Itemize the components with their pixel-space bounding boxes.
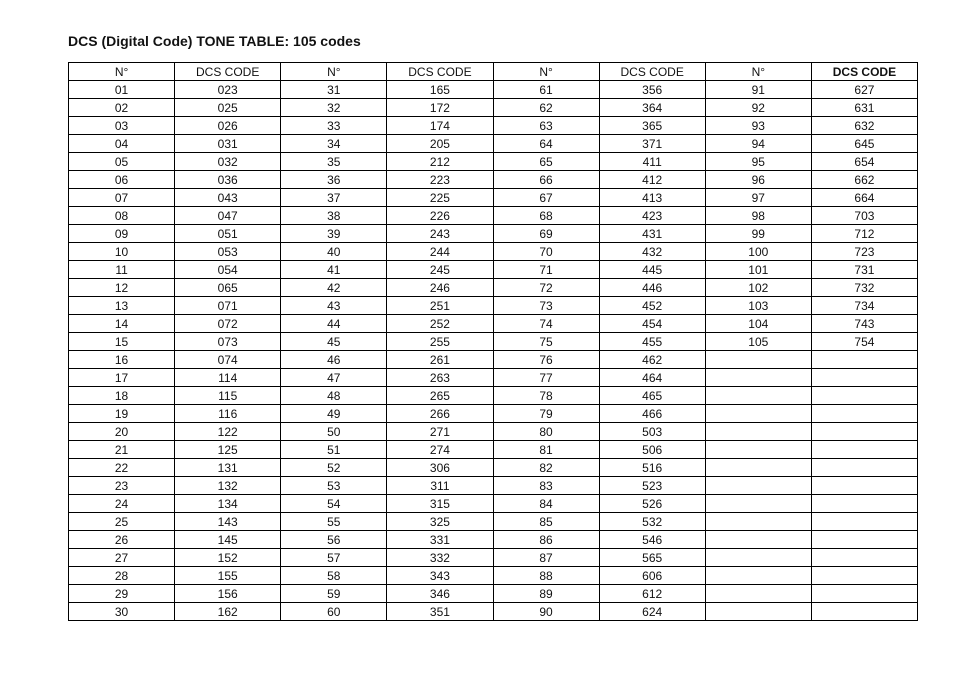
cell-dcs-code: 051 <box>175 225 281 243</box>
cell-number <box>705 405 811 423</box>
table-row <box>69 189 918 207</box>
table-row <box>69 279 918 297</box>
cell-number: 54 <box>281 495 387 513</box>
cell-dcs-code: 723 <box>811 243 917 261</box>
cell-number: 33 <box>281 117 387 135</box>
cell-dcs-code: 645 <box>811 135 917 153</box>
cell-number: 39 <box>281 225 387 243</box>
cell-number: 91 <box>705 81 811 99</box>
cell-dcs-code: 332 <box>387 549 493 567</box>
cell-number <box>705 603 811 621</box>
cell-number: 90 <box>493 603 599 621</box>
cell-dcs-code: 452 <box>599 297 705 315</box>
cell-number: 79 <box>493 405 599 423</box>
cell-dcs-code: 156 <box>175 585 281 603</box>
cell-dcs-code <box>811 567 917 585</box>
cell-dcs-code: 243 <box>387 225 493 243</box>
cell-number: 41 <box>281 261 387 279</box>
table-header <box>69 63 918 81</box>
cell-number <box>705 513 811 531</box>
cell-dcs-code: 132 <box>175 477 281 495</box>
cell-dcs-code: 114 <box>175 369 281 387</box>
table-row <box>69 495 918 513</box>
table-row <box>69 297 918 315</box>
cell-dcs-code: 431 <box>599 225 705 243</box>
cell-number: 38 <box>281 207 387 225</box>
cell-dcs-code: 565 <box>599 549 705 567</box>
dcs-tone-table <box>68 62 918 621</box>
cell-number <box>705 531 811 549</box>
cell-dcs-code: 413 <box>599 189 705 207</box>
cell-number: 15 <box>69 333 175 351</box>
cell-number: 08 <box>69 207 175 225</box>
cell-number: 25 <box>69 513 175 531</box>
cell-dcs-code <box>811 477 917 495</box>
cell-dcs-code: 271 <box>387 423 493 441</box>
table-row <box>69 603 918 621</box>
cell-number: 105 <box>705 333 811 351</box>
cell-number: 82 <box>493 459 599 477</box>
cell-number: 10 <box>69 243 175 261</box>
cell-number: 18 <box>69 387 175 405</box>
cell-dcs-code: 466 <box>599 405 705 423</box>
cell-number: 19 <box>69 405 175 423</box>
cell-number: 75 <box>493 333 599 351</box>
cell-dcs-code: 662 <box>811 171 917 189</box>
cell-number: 44 <box>281 315 387 333</box>
cell-dcs-code: 734 <box>811 297 917 315</box>
cell-dcs-code: 423 <box>599 207 705 225</box>
column-header-dcs-code: DCS CODE <box>387 63 493 81</box>
cell-number: 45 <box>281 333 387 351</box>
cell-number: 67 <box>493 189 599 207</box>
cell-dcs-code: 212 <box>387 153 493 171</box>
cell-number: 06 <box>69 171 175 189</box>
cell-number: 52 <box>281 459 387 477</box>
cell-dcs-code: 266 <box>387 405 493 423</box>
cell-dcs-code: 226 <box>387 207 493 225</box>
cell-number: 55 <box>281 513 387 531</box>
cell-dcs-code: 371 <box>599 135 705 153</box>
cell-dcs-code: 223 <box>387 171 493 189</box>
cell-dcs-code: 165 <box>387 81 493 99</box>
cell-dcs-code <box>811 405 917 423</box>
cell-dcs-code <box>811 603 917 621</box>
cell-number: 56 <box>281 531 387 549</box>
cell-dcs-code: 624 <box>599 603 705 621</box>
cell-dcs-code: 325 <box>387 513 493 531</box>
cell-number: 97 <box>705 189 811 207</box>
cell-dcs-code: 454 <box>599 315 705 333</box>
cell-number: 05 <box>69 153 175 171</box>
cell-dcs-code: 251 <box>387 297 493 315</box>
cell-number: 03 <box>69 117 175 135</box>
table-row <box>69 135 918 153</box>
cell-dcs-code: 445 <box>599 261 705 279</box>
cell-number: 74 <box>493 315 599 333</box>
cell-number: 11 <box>69 261 175 279</box>
cell-number: 68 <box>493 207 599 225</box>
cell-number: 24 <box>69 495 175 513</box>
table-row <box>69 81 918 99</box>
cell-number: 51 <box>281 441 387 459</box>
cell-dcs-code: 252 <box>387 315 493 333</box>
cell-dcs-code: 261 <box>387 351 493 369</box>
table-body <box>69 81 918 621</box>
cell-dcs-code: 364 <box>599 99 705 117</box>
cell-dcs-code: 122 <box>175 423 281 441</box>
cell-number: 29 <box>69 585 175 603</box>
cell-number: 81 <box>493 441 599 459</box>
cell-dcs-code <box>811 549 917 567</box>
cell-number: 76 <box>493 351 599 369</box>
cell-dcs-code: 351 <box>387 603 493 621</box>
table-row <box>69 405 918 423</box>
cell-number: 04 <box>69 135 175 153</box>
cell-dcs-code: 246 <box>387 279 493 297</box>
table-row <box>69 441 918 459</box>
cell-dcs-code <box>811 585 917 603</box>
cell-dcs-code <box>811 513 917 531</box>
cell-number: 30 <box>69 603 175 621</box>
cell-number: 96 <box>705 171 811 189</box>
cell-number: 100 <box>705 243 811 261</box>
cell-number: 28 <box>69 567 175 585</box>
cell-number: 09 <box>69 225 175 243</box>
page-title: DCS (Digital Code) TONE TABLE: 105 codes <box>68 33 361 49</box>
cell-number: 37 <box>281 189 387 207</box>
cell-number: 94 <box>705 135 811 153</box>
cell-dcs-code: 031 <box>175 135 281 153</box>
cell-number: 16 <box>69 351 175 369</box>
cell-dcs-code: 732 <box>811 279 917 297</box>
cell-dcs-code: 023 <box>175 81 281 99</box>
cell-dcs-code: 526 <box>599 495 705 513</box>
cell-number: 59 <box>281 585 387 603</box>
cell-dcs-code: 315 <box>387 495 493 513</box>
cell-number: 17 <box>69 369 175 387</box>
cell-dcs-code: 462 <box>599 351 705 369</box>
cell-dcs-code: 065 <box>175 279 281 297</box>
cell-number: 46 <box>281 351 387 369</box>
cell-number: 63 <box>493 117 599 135</box>
cell-dcs-code: 047 <box>175 207 281 225</box>
cell-number: 43 <box>281 297 387 315</box>
cell-number: 42 <box>281 279 387 297</box>
cell-dcs-code: 053 <box>175 243 281 261</box>
cell-number: 99 <box>705 225 811 243</box>
cell-dcs-code: 356 <box>599 81 705 99</box>
cell-dcs-code: 465 <box>599 387 705 405</box>
cell-number <box>705 387 811 405</box>
cell-dcs-code: 503 <box>599 423 705 441</box>
cell-dcs-code <box>811 441 917 459</box>
cell-number: 36 <box>281 171 387 189</box>
cell-number: 86 <box>493 531 599 549</box>
cell-number: 34 <box>281 135 387 153</box>
cell-number: 12 <box>69 279 175 297</box>
cell-dcs-code: 632 <box>811 117 917 135</box>
table-row <box>69 225 918 243</box>
cell-dcs-code: 523 <box>599 477 705 495</box>
table-row <box>69 459 918 477</box>
table-row <box>69 531 918 549</box>
cell-number: 103 <box>705 297 811 315</box>
cell-dcs-code: 032 <box>175 153 281 171</box>
cell-number <box>705 369 811 387</box>
cell-dcs-code: 072 <box>175 315 281 333</box>
cell-dcs-code: 516 <box>599 459 705 477</box>
cell-number: 01 <box>69 81 175 99</box>
table-row <box>69 153 918 171</box>
cell-dcs-code: 506 <box>599 441 705 459</box>
cell-dcs-code: 244 <box>387 243 493 261</box>
cell-dcs-code: 143 <box>175 513 281 531</box>
cell-number: 88 <box>493 567 599 585</box>
cell-number: 20 <box>69 423 175 441</box>
cell-dcs-code: 532 <box>599 513 705 531</box>
cell-dcs-code: 664 <box>811 189 917 207</box>
cell-number: 07 <box>69 189 175 207</box>
cell-number: 61 <box>493 81 599 99</box>
cell-dcs-code: 115 <box>175 387 281 405</box>
cell-number: 53 <box>281 477 387 495</box>
cell-dcs-code: 255 <box>387 333 493 351</box>
cell-number <box>705 423 811 441</box>
cell-number: 66 <box>493 171 599 189</box>
cell-number: 84 <box>493 495 599 513</box>
cell-dcs-code <box>811 369 917 387</box>
cell-number: 58 <box>281 567 387 585</box>
cell-number: 22 <box>69 459 175 477</box>
cell-dcs-code: 754 <box>811 333 917 351</box>
cell-number <box>705 585 811 603</box>
cell-number: 26 <box>69 531 175 549</box>
cell-dcs-code: 274 <box>387 441 493 459</box>
cell-dcs-code: 125 <box>175 441 281 459</box>
table-row <box>69 513 918 531</box>
table-row <box>69 567 918 585</box>
cell-dcs-code: 731 <box>811 261 917 279</box>
cell-number: 92 <box>705 99 811 117</box>
cell-number: 13 <box>69 297 175 315</box>
cell-dcs-code: 162 <box>175 603 281 621</box>
cell-number: 48 <box>281 387 387 405</box>
cell-dcs-code: 026 <box>175 117 281 135</box>
cell-dcs-code: 155 <box>175 567 281 585</box>
cell-dcs-code: 455 <box>599 333 705 351</box>
table-row <box>69 477 918 495</box>
cell-dcs-code: 546 <box>599 531 705 549</box>
table-row <box>69 549 918 567</box>
column-header-dcs-code: DCS CODE <box>811 63 917 81</box>
cell-dcs-code: 311 <box>387 477 493 495</box>
cell-number <box>705 549 811 567</box>
cell-number: 32 <box>281 99 387 117</box>
cell-number <box>705 459 811 477</box>
cell-dcs-code: 116 <box>175 405 281 423</box>
cell-number: 49 <box>281 405 387 423</box>
cell-dcs-code: 152 <box>175 549 281 567</box>
cell-number: 31 <box>281 81 387 99</box>
cell-number: 77 <box>493 369 599 387</box>
table-row <box>69 369 918 387</box>
cell-number: 71 <box>493 261 599 279</box>
cell-dcs-code: 464 <box>599 369 705 387</box>
cell-dcs-code: 411 <box>599 153 705 171</box>
table-row <box>69 333 918 351</box>
cell-number: 102 <box>705 279 811 297</box>
cell-dcs-code: 054 <box>175 261 281 279</box>
cell-number: 60 <box>281 603 387 621</box>
cell-dcs-code: 743 <box>811 315 917 333</box>
cell-number: 69 <box>493 225 599 243</box>
cell-dcs-code: 073 <box>175 333 281 351</box>
cell-number <box>705 441 811 459</box>
cell-dcs-code: 606 <box>599 567 705 585</box>
table-row <box>69 315 918 333</box>
cell-dcs-code: 145 <box>175 531 281 549</box>
cell-number: 78 <box>493 387 599 405</box>
column-header-number: N° <box>705 63 811 81</box>
cell-dcs-code: 025 <box>175 99 281 117</box>
cell-number: 80 <box>493 423 599 441</box>
column-header-dcs-code: DCS CODE <box>599 63 705 81</box>
cell-number: 57 <box>281 549 387 567</box>
cell-number: 27 <box>69 549 175 567</box>
cell-dcs-code: 627 <box>811 81 917 99</box>
cell-number: 65 <box>493 153 599 171</box>
cell-number: 72 <box>493 279 599 297</box>
table-row <box>69 261 918 279</box>
cell-number: 62 <box>493 99 599 117</box>
cell-dcs-code: 131 <box>175 459 281 477</box>
column-header-dcs-code: DCS CODE <box>175 63 281 81</box>
cell-dcs-code: 446 <box>599 279 705 297</box>
cell-dcs-code: 245 <box>387 261 493 279</box>
cell-number: 87 <box>493 549 599 567</box>
cell-number: 35 <box>281 153 387 171</box>
cell-dcs-code: 654 <box>811 153 917 171</box>
cell-number: 23 <box>69 477 175 495</box>
cell-dcs-code: 043 <box>175 189 281 207</box>
cell-dcs-code: 174 <box>387 117 493 135</box>
cell-number: 70 <box>493 243 599 261</box>
cell-number: 95 <box>705 153 811 171</box>
cell-number: 98 <box>705 207 811 225</box>
cell-number: 14 <box>69 315 175 333</box>
cell-dcs-code: 612 <box>599 585 705 603</box>
table-row <box>69 585 918 603</box>
cell-dcs-code: 071 <box>175 297 281 315</box>
cell-number <box>705 495 811 513</box>
column-header-number: N° <box>493 63 599 81</box>
table-row <box>69 117 918 135</box>
cell-number: 64 <box>493 135 599 153</box>
cell-number: 104 <box>705 315 811 333</box>
cell-dcs-code <box>811 351 917 369</box>
cell-number: 02 <box>69 99 175 117</box>
cell-dcs-code: 074 <box>175 351 281 369</box>
cell-dcs-code: 703 <box>811 207 917 225</box>
cell-dcs-code <box>811 387 917 405</box>
cell-number <box>705 351 811 369</box>
cell-dcs-code: 265 <box>387 387 493 405</box>
column-header-number: N° <box>69 63 175 81</box>
header-row <box>69 63 918 81</box>
cell-dcs-code: 205 <box>387 135 493 153</box>
cell-dcs-code <box>811 459 917 477</box>
cell-dcs-code <box>811 423 917 441</box>
column-header-number: N° <box>281 63 387 81</box>
cell-number: 89 <box>493 585 599 603</box>
cell-number: 85 <box>493 513 599 531</box>
cell-dcs-code: 225 <box>387 189 493 207</box>
cell-dcs-code: 712 <box>811 225 917 243</box>
cell-dcs-code: 346 <box>387 585 493 603</box>
cell-dcs-code: 036 <box>175 171 281 189</box>
cell-dcs-code: 331 <box>387 531 493 549</box>
table-row <box>69 351 918 369</box>
cell-number: 83 <box>493 477 599 495</box>
table-row <box>69 387 918 405</box>
cell-number: 47 <box>281 369 387 387</box>
cell-dcs-code: 306 <box>387 459 493 477</box>
cell-dcs-code: 365 <box>599 117 705 135</box>
cell-dcs-code: 172 <box>387 99 493 117</box>
cell-number: 40 <box>281 243 387 261</box>
cell-dcs-code: 631 <box>811 99 917 117</box>
cell-number: 21 <box>69 441 175 459</box>
cell-dcs-code <box>811 495 917 513</box>
cell-dcs-code: 412 <box>599 171 705 189</box>
cell-number: 50 <box>281 423 387 441</box>
table-row <box>69 423 918 441</box>
cell-number: 73 <box>493 297 599 315</box>
cell-dcs-code: 432 <box>599 243 705 261</box>
cell-number: 101 <box>705 261 811 279</box>
cell-dcs-code: 343 <box>387 567 493 585</box>
cell-dcs-code: 134 <box>175 495 281 513</box>
cell-number: 93 <box>705 117 811 135</box>
table-row <box>69 243 918 261</box>
cell-number <box>705 567 811 585</box>
cell-number <box>705 477 811 495</box>
table-row <box>69 171 918 189</box>
cell-dcs-code: 263 <box>387 369 493 387</box>
cell-dcs-code <box>811 531 917 549</box>
table-row <box>69 207 918 225</box>
table-row <box>69 99 918 117</box>
